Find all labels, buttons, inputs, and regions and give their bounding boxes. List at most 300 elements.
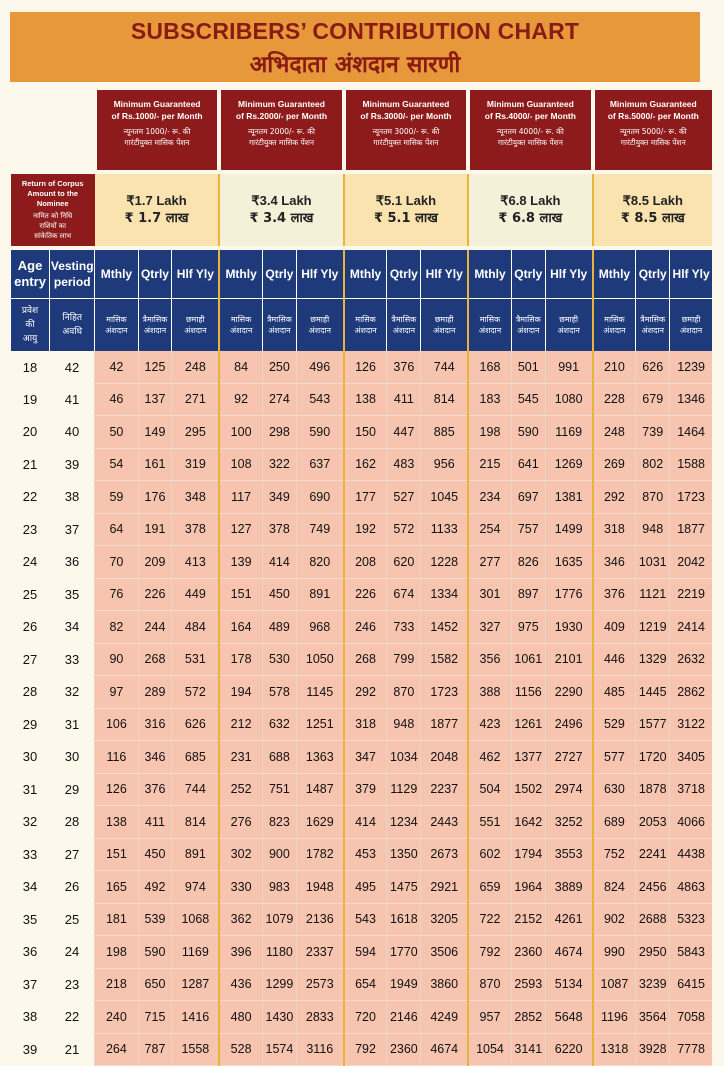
age-entry-cell: 23 xyxy=(11,513,50,546)
contribution-cell: 1642 xyxy=(511,806,545,839)
qtrly-header: Qtrly xyxy=(387,248,421,299)
contribution-cell: 1087 xyxy=(593,968,636,1001)
contribution-cell: 450 xyxy=(138,838,172,871)
contribution-cell: 289 xyxy=(138,676,172,709)
contribution-cell: 3718 xyxy=(670,773,712,806)
contribution-cell: 318 xyxy=(344,708,387,741)
contribution-cell: 1582 xyxy=(421,643,468,676)
contribution-cell: 376 xyxy=(593,578,636,611)
contribution-cell: 689 xyxy=(593,806,636,839)
contribution-cell: 1878 xyxy=(636,773,670,806)
vesting-period-cell: 31 xyxy=(50,708,95,741)
contribution-cell: 276 xyxy=(219,806,262,839)
contribution-cell: 1723 xyxy=(421,676,468,709)
vesting-period-cell: 38 xyxy=(50,481,95,514)
contribution-cell: 414 xyxy=(262,546,296,579)
contribution-cell: 885 xyxy=(421,416,468,449)
contribution-cell: 802 xyxy=(636,448,670,481)
contribution-cell: 362 xyxy=(219,903,262,936)
contribution-cell: 1346 xyxy=(670,383,712,416)
contribution-cell: 948 xyxy=(387,708,421,741)
contribution-cell: 1475 xyxy=(387,871,421,904)
vesting-period-cell: 21 xyxy=(50,1033,95,1066)
contribution-cell: 269 xyxy=(593,448,636,481)
contribution-cell: 76 xyxy=(95,578,138,611)
contribution-cell: 891 xyxy=(172,838,219,871)
contribution-cell: 108 xyxy=(219,448,262,481)
contribution-cell: 530 xyxy=(262,643,296,676)
contribution-cell: 70 xyxy=(95,546,138,579)
contribution-cell: 483 xyxy=(387,448,421,481)
contribution-cell: 100 xyxy=(219,416,262,449)
contribution-cell: 3116 xyxy=(296,1033,343,1066)
contribution-cell: 674 xyxy=(387,578,421,611)
table-row xyxy=(11,708,713,741)
contribution-cell: 117 xyxy=(219,481,262,514)
contribution-cell: 274 xyxy=(262,383,296,416)
contribution-cell: 529 xyxy=(593,708,636,741)
contribution-cell: 453 xyxy=(344,838,387,871)
contribution-cell: 178 xyxy=(219,643,262,676)
contribution-cell: 2852 xyxy=(511,1001,545,1034)
vesting-period-cell: 26 xyxy=(50,871,95,904)
contribution-cell: 209 xyxy=(138,546,172,579)
contribution-cell: 799 xyxy=(387,643,421,676)
contribution-cell: 1577 xyxy=(636,708,670,741)
hlfyly-hindi: छमाही अंशदान xyxy=(172,299,219,352)
contribution-cell: 250 xyxy=(262,351,296,383)
contribution-cell: 1269 xyxy=(545,448,592,481)
pension-header-3000: Minimum Guaranteed of Rs.3000/- per Month न्यूनतम 3000/- रू. की गारंटीयुक्त मासिक पेंशन xyxy=(344,90,468,172)
contribution-cell: 990 xyxy=(593,936,636,969)
contribution-cell: 528 xyxy=(219,1033,262,1066)
contribution-cell: 2146 xyxy=(387,1001,421,1034)
contribution-cell: 3239 xyxy=(636,968,670,1001)
contribution-cell: 6415 xyxy=(670,968,712,1001)
contribution-cell: 218 xyxy=(95,968,138,1001)
contribution-cell: 824 xyxy=(593,871,636,904)
mthly-header: Mthly xyxy=(219,248,262,299)
contribution-cell: 492 xyxy=(138,871,172,904)
contribution-cell: 59 xyxy=(95,481,138,514)
contribution-cell: 292 xyxy=(344,676,387,709)
mthly-hindi: मासिक अंशदान xyxy=(219,299,262,352)
hlfyly-header: Hlf Yly xyxy=(172,248,219,299)
contribution-cell: 210 xyxy=(593,351,636,383)
contribution-cell: 252 xyxy=(219,773,262,806)
contribution-cell: 1723 xyxy=(670,481,712,514)
contribution-cell: 650 xyxy=(138,968,172,1001)
qtrly-hindi: त्रैमासिक अंशदान xyxy=(387,299,421,352)
contribution-cell: 2921 xyxy=(421,871,468,904)
contribution-cell: 462 xyxy=(468,741,511,774)
contribution-cell: 301 xyxy=(468,578,511,611)
contribution-cell: 2237 xyxy=(421,773,468,806)
contribution-cell: 496 xyxy=(296,351,343,383)
contribution-cell: 198 xyxy=(468,416,511,449)
contribution-cell: 298 xyxy=(262,416,296,449)
age-entry-cell: 26 xyxy=(11,611,50,644)
contribution-cell: 480 xyxy=(219,1001,262,1034)
contribution-cell: 1770 xyxy=(387,936,421,969)
mthly-header: Mthly xyxy=(468,248,511,299)
contribution-cell: 5134 xyxy=(545,968,592,1001)
vesting-period-hindi: निहित अवधि xyxy=(50,299,95,352)
contribution-cell: 902 xyxy=(593,903,636,936)
contribution-cell: 1287 xyxy=(172,968,219,1001)
contribution-cell: 447 xyxy=(387,416,421,449)
contribution-cell: 194 xyxy=(219,676,262,709)
contribution-cell: 234 xyxy=(468,481,511,514)
contribution-cell: 319 xyxy=(172,448,219,481)
contribution-cell: 46 xyxy=(95,383,138,416)
contribution-cell: 138 xyxy=(95,806,138,839)
contribution-cell: 348 xyxy=(172,481,219,514)
contribution-cell: 572 xyxy=(387,513,421,546)
contribution-cell: 1776 xyxy=(545,578,592,611)
contribution-cell: 948 xyxy=(636,513,670,546)
contribution-cell: 685 xyxy=(172,741,219,774)
contribution-cell: 92 xyxy=(219,383,262,416)
contribution-cell: 5323 xyxy=(670,903,712,936)
table-row xyxy=(11,806,713,839)
contribution-cell: 539 xyxy=(138,903,172,936)
qtrly-header: Qtrly xyxy=(138,248,172,299)
vesting-period-cell: 23 xyxy=(50,968,95,1001)
contribution-cell: 138 xyxy=(344,383,387,416)
contribution-cell: 1635 xyxy=(545,546,592,579)
contribution-cell: 161 xyxy=(138,448,172,481)
contribution-cell: 1054 xyxy=(468,1033,511,1066)
mthly-hindi: मासिक अंशदान xyxy=(95,299,138,352)
contribution-cell: 820 xyxy=(296,546,343,579)
contribution-cell: 2974 xyxy=(545,773,592,806)
age-entry-cell: 30 xyxy=(11,741,50,774)
age-entry-header: Age entry xyxy=(11,248,50,299)
contribution-cell: 1196 xyxy=(593,1001,636,1034)
contribution-cell: 2950 xyxy=(636,936,670,969)
qtrly-hindi: त्रैमासिक अंशदान xyxy=(636,299,670,352)
age-entry-cell: 19 xyxy=(11,383,50,416)
contribution-cell: 423 xyxy=(468,708,511,741)
table-row xyxy=(11,448,713,481)
contribution-cell: 1782 xyxy=(296,838,343,871)
contribution-cell: 376 xyxy=(138,773,172,806)
contribution-cell: 1794 xyxy=(511,838,545,871)
hlfyly-header: Hlf Yly xyxy=(296,248,343,299)
table-row xyxy=(11,773,713,806)
contribution-cell: 106 xyxy=(95,708,138,741)
contribution-cell: 356 xyxy=(468,643,511,676)
contribution-cell: 1350 xyxy=(387,838,421,871)
mthly-hindi: मासिक अंशदान xyxy=(344,299,387,352)
contribution-cell: 1877 xyxy=(421,708,468,741)
contribution-cell: 409 xyxy=(593,611,636,644)
contribution-cell: 504 xyxy=(468,773,511,806)
contribution-cell: 192 xyxy=(344,513,387,546)
corpus-amount-3: ₹5.1 Lakh ₹ 5.1 लाख xyxy=(344,172,468,248)
vesting-period-cell: 28 xyxy=(50,806,95,839)
vesting-period-cell: 30 xyxy=(50,741,95,774)
contribution-cell: 346 xyxy=(138,741,172,774)
contribution-cell: 1416 xyxy=(172,1001,219,1034)
contribution-cell: 42 xyxy=(95,351,138,383)
contribution-cell: 183 xyxy=(468,383,511,416)
contribution-cell: 602 xyxy=(468,838,511,871)
vesting-period-cell: 35 xyxy=(50,578,95,611)
table-row xyxy=(11,481,713,514)
contribution-cell: 411 xyxy=(138,806,172,839)
contribution-cell: 1877 xyxy=(670,513,712,546)
contribution-cell: 4261 xyxy=(545,903,592,936)
contribution-cell: 1034 xyxy=(387,741,421,774)
qtrly-header: Qtrly xyxy=(511,248,545,299)
contribution-cell: 891 xyxy=(296,578,343,611)
hlfyly-header: Hlf Yly xyxy=(421,248,468,299)
pension-header-5000: Minimum Guaranteed of Rs.5000/- per Month न्यूनतम 5000/- रू. की गारंटीयुक्त मासिक पेंशन xyxy=(593,90,712,172)
contribution-cell: 968 xyxy=(296,611,343,644)
table-row xyxy=(11,968,713,1001)
contribution-cell: 378 xyxy=(172,513,219,546)
contribution-cell: 330 xyxy=(219,871,262,904)
contribution-cell: 1219 xyxy=(636,611,670,644)
table-row xyxy=(11,351,713,383)
contribution-cell: 2042 xyxy=(670,546,712,579)
contribution-cell: 814 xyxy=(421,383,468,416)
contribution-cell: 165 xyxy=(95,871,138,904)
contribution-cell: 3506 xyxy=(421,936,468,969)
contribution-cell: 1068 xyxy=(172,903,219,936)
table-row xyxy=(11,611,713,644)
contribution-cell: 327 xyxy=(468,611,511,644)
age-entry-cell: 18 xyxy=(11,351,50,383)
contribution-cell: 814 xyxy=(172,806,219,839)
contribution-cell: 4249 xyxy=(421,1001,468,1034)
contribution-cell: 1239 xyxy=(670,351,712,383)
vesting-period-cell: 40 xyxy=(50,416,95,449)
contribution-cell: 150 xyxy=(344,416,387,449)
hlfyly-hindi: छमाही अंशदान xyxy=(670,299,712,352)
contribution-cell: 501 xyxy=(511,351,545,383)
contribution-cell: 231 xyxy=(219,741,262,774)
contribution-cell: 264 xyxy=(95,1033,138,1066)
mthly-header: Mthly xyxy=(593,248,636,299)
table-row xyxy=(11,936,713,969)
contribution-cell: 271 xyxy=(172,383,219,416)
contribution-cell: 787 xyxy=(138,1033,172,1066)
contribution-cell: 414 xyxy=(344,806,387,839)
contribution-cell: 2414 xyxy=(670,611,712,644)
table-row xyxy=(11,383,713,416)
contribution-cell: 7058 xyxy=(670,1001,712,1034)
contribution-cell: 151 xyxy=(95,838,138,871)
contribution-cell: 792 xyxy=(344,1033,387,1066)
contribution-cell: 626 xyxy=(636,351,670,383)
contribution-cell: 697 xyxy=(511,481,545,514)
contribution-cell: 1452 xyxy=(421,611,468,644)
contribution-cell: 572 xyxy=(172,676,219,709)
contribution-cell: 2337 xyxy=(296,936,343,969)
contribution-cell: 126 xyxy=(344,351,387,383)
age-entry-cell: 35 xyxy=(11,903,50,936)
age-entry-cell: 25 xyxy=(11,578,50,611)
contribution-cell: 659 xyxy=(468,871,511,904)
age-entry-cell: 21 xyxy=(11,448,50,481)
contribution-cell: 4863 xyxy=(670,871,712,904)
contribution-cell: 1251 xyxy=(296,708,343,741)
corpus-amount-4: ₹6.8 Lakh ₹ 6.8 लाख xyxy=(468,172,592,248)
contribution-cell: 983 xyxy=(262,871,296,904)
contribution-cell: 162 xyxy=(344,448,387,481)
table-row xyxy=(11,416,713,449)
contribution-cell: 722 xyxy=(468,903,511,936)
pension-header-2000: Minimum Guaranteed of Rs.2000/- per Month न्यूनतम 2000/- रू. की गारंटीयुक्त मासिक पेंशन xyxy=(219,90,343,172)
contribution-cell: 1145 xyxy=(296,676,343,709)
contribution-cell: 5843 xyxy=(670,936,712,969)
qtrly-hindi: त्रैमासिक अंशदान xyxy=(262,299,296,352)
table-row xyxy=(11,1001,713,1034)
contribution-cell: 450 xyxy=(262,578,296,611)
contribution-cell: 826 xyxy=(511,546,545,579)
contribution-cell: 1363 xyxy=(296,741,343,774)
contribution-cell: 246 xyxy=(344,611,387,644)
contribution-cell: 1318 xyxy=(593,1033,636,1066)
contribution-cell: 125 xyxy=(138,351,172,383)
contribution-cell: 577 xyxy=(593,741,636,774)
contribution-cell: 82 xyxy=(95,611,138,644)
age-entry-cell: 39 xyxy=(11,1033,50,1066)
qtrly-hindi: त्रैमासिक अंशदान xyxy=(138,299,172,352)
contribution-cell: 126 xyxy=(95,773,138,806)
age-entry-cell: 32 xyxy=(11,806,50,839)
vesting-period-cell: 34 xyxy=(50,611,95,644)
contribution-cell: 594 xyxy=(344,936,387,969)
contribution-cell: 208 xyxy=(344,546,387,579)
contribution-cell: 302 xyxy=(219,838,262,871)
contribution-cell: 641 xyxy=(511,448,545,481)
qtrly-header: Qtrly xyxy=(262,248,296,299)
vesting-period-cell: 32 xyxy=(50,676,95,709)
contribution-cell: 3405 xyxy=(670,741,712,774)
table-row xyxy=(11,643,713,676)
table-row xyxy=(11,676,713,709)
contribution-cell: 744 xyxy=(172,773,219,806)
age-entry-cell: 33 xyxy=(11,838,50,871)
contribution-cell: 436 xyxy=(219,968,262,1001)
contribution-cell: 485 xyxy=(593,676,636,709)
mthly-hindi: मासिक अंशदान xyxy=(593,299,636,352)
contribution-cell: 164 xyxy=(219,611,262,644)
contribution-cell: 396 xyxy=(219,936,262,969)
contribution-cell: 590 xyxy=(511,416,545,449)
age-entry-cell: 24 xyxy=(11,546,50,579)
contribution-cell: 388 xyxy=(468,676,511,709)
contribution-cell: 1261 xyxy=(511,708,545,741)
contribution-cell: 2573 xyxy=(296,968,343,1001)
contribution-rows xyxy=(11,351,713,1066)
contribution-cell: 1061 xyxy=(511,643,545,676)
vesting-period-cell: 36 xyxy=(50,546,95,579)
contribution-cell: 1574 xyxy=(262,1033,296,1066)
vesting-period-cell: 37 xyxy=(50,513,95,546)
contribution-cell: 244 xyxy=(138,611,172,644)
qtrly-hindi: त्रैमासिक अंशदान xyxy=(511,299,545,352)
contribution-cell: 139 xyxy=(219,546,262,579)
contribution-cell: 626 xyxy=(172,708,219,741)
contribution-cell: 2862 xyxy=(670,676,712,709)
contribution-cell: 346 xyxy=(593,546,636,579)
table-row xyxy=(11,838,713,871)
contribution-cell: 2101 xyxy=(545,643,592,676)
age-entry-cell: 31 xyxy=(11,773,50,806)
contribution-cell: 897 xyxy=(511,578,545,611)
contribution-cell: 590 xyxy=(296,416,343,449)
contribution-cell: 379 xyxy=(344,773,387,806)
contribution-cell: 1499 xyxy=(545,513,592,546)
contribution-cell: 4438 xyxy=(670,838,712,871)
contribution-cell: 177 xyxy=(344,481,387,514)
corpus-row xyxy=(11,172,713,248)
age-entry-cell: 28 xyxy=(11,676,50,709)
contribution-cell: 1234 xyxy=(387,806,421,839)
contribution-cell: 7778 xyxy=(670,1033,712,1066)
contribution-cell: 1045 xyxy=(421,481,468,514)
contribution-cell: 823 xyxy=(262,806,296,839)
contribution-cell: 527 xyxy=(387,481,421,514)
contribution-cell: 2673 xyxy=(421,838,468,871)
contribution-cell: 688 xyxy=(262,741,296,774)
contribution-cell: 484 xyxy=(172,611,219,644)
contribution-cell: 957 xyxy=(468,1001,511,1034)
contribution-cell: 679 xyxy=(636,383,670,416)
vesting-period-cell: 39 xyxy=(50,448,95,481)
contribution-cell: 1464 xyxy=(670,416,712,449)
contribution-cell: 2688 xyxy=(636,903,670,936)
contribution-cell: 226 xyxy=(138,578,172,611)
vesting-period-header: Vesting period xyxy=(50,248,95,299)
hlfyly-header: Hlf Yly xyxy=(670,248,712,299)
contribution-cell: 1156 xyxy=(511,676,545,709)
contribution-cell: 1121 xyxy=(636,578,670,611)
contribution-cell: 191 xyxy=(138,513,172,546)
contribution-cell: 446 xyxy=(593,643,636,676)
contribution-cell: 1720 xyxy=(636,741,670,774)
contribution-cell: 168 xyxy=(468,351,511,383)
corpus-amount-5: ₹8.5 Lakh ₹ 8.5 लाख xyxy=(593,172,712,248)
contribution-cell: 2456 xyxy=(636,871,670,904)
contribution-cell: 1080 xyxy=(545,383,592,416)
contribution-cell: 2360 xyxy=(387,1033,421,1066)
contribution-cell: 292 xyxy=(593,481,636,514)
table-row xyxy=(11,513,713,546)
contribution-cell: 2053 xyxy=(636,806,670,839)
contribution-cell: 254 xyxy=(468,513,511,546)
contribution-cell: 1381 xyxy=(545,481,592,514)
contribution-cell: 1502 xyxy=(511,773,545,806)
contribution-cell: 277 xyxy=(468,546,511,579)
contribution-cell: 1133 xyxy=(421,513,468,546)
mthly-header: Mthly xyxy=(95,248,138,299)
contribution-cell: 2593 xyxy=(511,968,545,1001)
contribution-cell: 449 xyxy=(172,578,219,611)
contribution-cell: 870 xyxy=(636,481,670,514)
contribution-cell: 733 xyxy=(387,611,421,644)
contribution-cell: 228 xyxy=(593,383,636,416)
contribution-cell: 198 xyxy=(95,936,138,969)
contribution-cell: 751 xyxy=(262,773,296,806)
column-subheader-row xyxy=(11,299,713,352)
hlfyly-hindi: छमाही अंशदान xyxy=(421,299,468,352)
